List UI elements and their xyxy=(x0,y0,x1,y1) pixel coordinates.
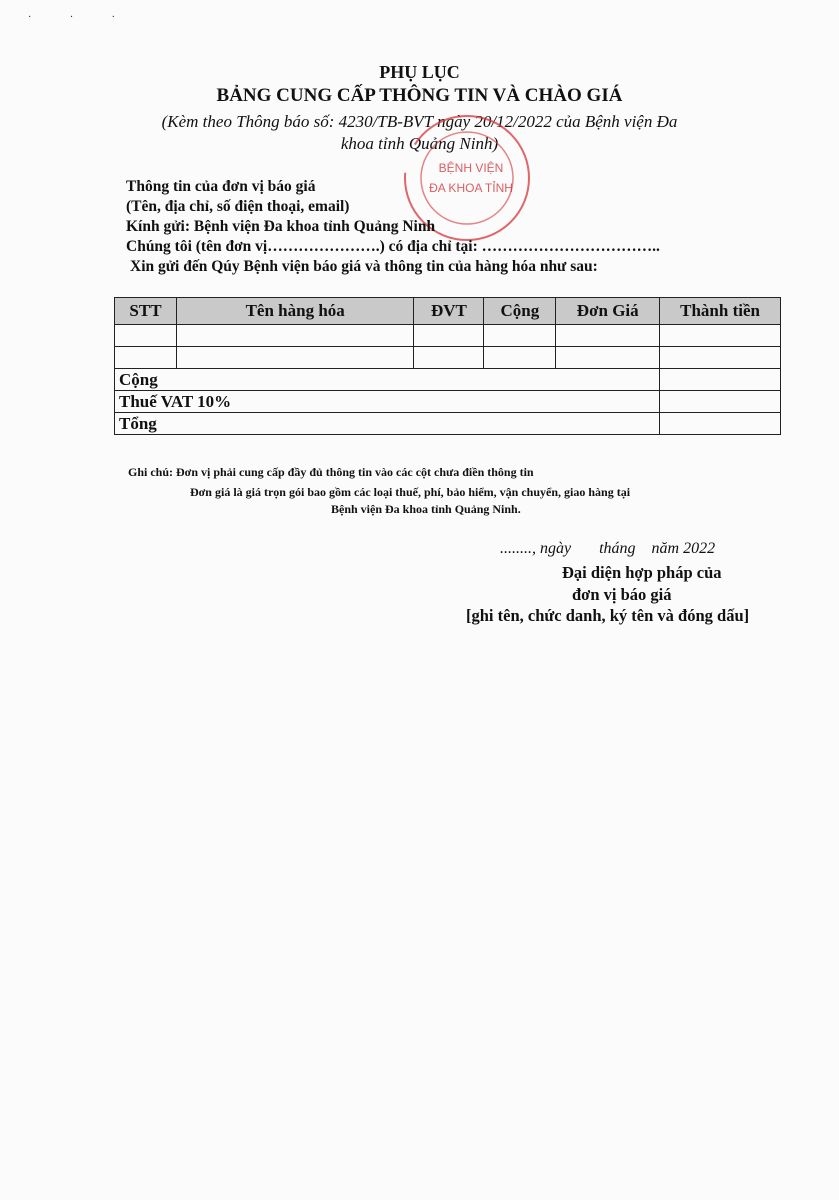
signature-instruction: [ghi tên, chức danh, ký tên và đóng dấu] xyxy=(466,606,750,625)
info-line-5: Xin gửi đến Qúy Bệnh viện báo giá và thông tin của hàng hóa như sau: xyxy=(130,258,598,275)
summary-row-vat xyxy=(115,391,781,413)
reference-line-2: khoa tỉnh Quảng Ninh) xyxy=(340,134,499,153)
table-row xyxy=(115,347,781,369)
scan-specks: · · · xyxy=(28,12,133,23)
table-cell[interactable] xyxy=(660,325,781,347)
table-cell[interactable] xyxy=(414,325,484,347)
table-row xyxy=(115,325,781,347)
summary-label-subtotal: Cộng xyxy=(115,369,660,391)
info-line-1: Thông tin của đơn vị báo giá xyxy=(126,178,316,195)
signature-title-1: Đại diện hợp pháp của xyxy=(562,563,722,582)
header-unit-price: Đơn Giá xyxy=(556,298,660,325)
summary-label-total: Tổng xyxy=(115,413,660,435)
stamp-text-2: ĐA KHOA TỈNH xyxy=(429,181,513,195)
document-title: PHỤ LỤC xyxy=(379,62,460,82)
table-cell[interactable] xyxy=(556,347,660,369)
table-cell[interactable] xyxy=(484,347,556,369)
header-total: Thành tiền xyxy=(660,298,781,325)
quote-table xyxy=(114,297,781,435)
summary-label-vat: Thuế VAT 10% xyxy=(115,391,660,413)
summary-value-subtotal[interactable] xyxy=(660,369,781,391)
table-cell[interactable] xyxy=(115,347,177,369)
summary-value-total[interactable] xyxy=(660,413,781,435)
table-cell[interactable] xyxy=(660,347,781,369)
header-quantity: Cộng xyxy=(484,298,556,325)
table-cell[interactable] xyxy=(176,325,413,347)
table-header-row xyxy=(115,298,781,325)
reference-line-1: (Kèm theo Thông báo số: 4230/TB-BVT ngày 20/12/2022 của Bệnh viện Đa xyxy=(161,112,678,131)
info-line-4: Chúng tôi (tên đơn vị………………….) có địa chỉ tại: …………………………….. xyxy=(126,238,660,255)
summary-value-vat[interactable] xyxy=(660,391,781,413)
header-unit: ĐVT xyxy=(414,298,484,325)
note-line-1: Ghi chú: Đơn vị phải cung cấp đầy đủ thông tin vào các cột chưa điền thông tin xyxy=(128,465,534,479)
document-subtitle: BẢNG CUNG CẤP THÔNG TIN VÀ CHÀO GIÁ xyxy=(216,85,623,106)
table-cell[interactable] xyxy=(556,325,660,347)
table-cell[interactable] xyxy=(115,325,177,347)
summary-row-subtotal xyxy=(115,369,781,391)
table-cell[interactable] xyxy=(176,347,413,369)
signature-date: ........, ngày tháng năm 2022 xyxy=(500,540,716,557)
stamp-text-1: BỆNH VIỆN xyxy=(438,161,504,175)
header-item-name: Tên hàng hóa xyxy=(176,298,413,325)
note-line-3: Bệnh viện Đa khoa tỉnh Quảng Ninh. xyxy=(331,502,521,516)
signature-title-2: đơn vị báo giá xyxy=(572,585,672,604)
info-line-3: Kính gửi: Bệnh viện Đa khoa tỉnh Quảng Ninh xyxy=(126,218,436,235)
summary-row-total xyxy=(115,413,781,435)
table-cell[interactable] xyxy=(414,347,484,369)
header-stt: STT xyxy=(115,298,177,325)
table-cell[interactable] xyxy=(484,325,556,347)
note-line-2: Đơn giá là giá trọn gói bao gồm các loại thuế, phí, bảo hiểm, vận chuyển, giao hàng tại xyxy=(190,485,631,499)
info-line-2: (Tên, địa chỉ, số điện thoại, email) xyxy=(126,198,350,215)
